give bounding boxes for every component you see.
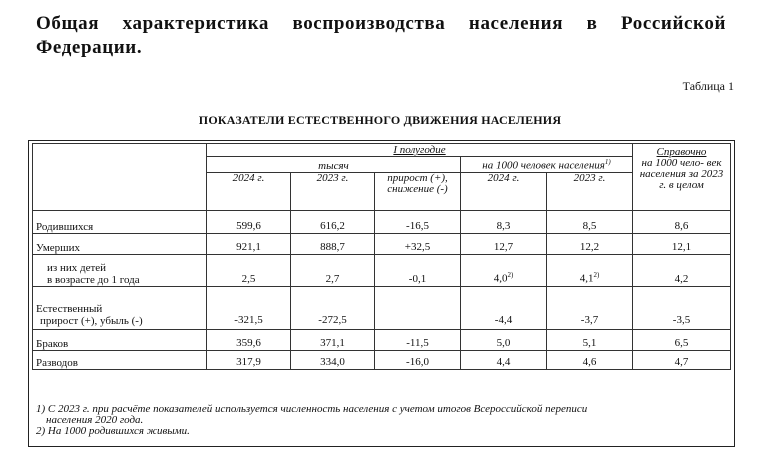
cell-deaths-2023: 888,7 [291, 233, 375, 254]
cell-infant-rate-2024 [461, 254, 547, 286]
document-title: Общая характеристика воспроизводства населения в Российской Федерации. [36, 13, 726, 58]
cell-marriages-2023: 371,1 [291, 329, 375, 350]
cell-marriages-rate-2023: 5,1 [547, 329, 633, 350]
header-col-rate-2024: 2024 г. [461, 172, 547, 210]
cell-infant-rate-2023 [547, 254, 633, 286]
cell-natural-2024: -321,5 [207, 286, 291, 329]
row-label-births: Родившихся [33, 210, 207, 233]
footnote-1: 1) С 2023 г. при расчёте показателей используется численность населения с учетом итогов Всероссийской переписи [36, 403, 588, 415]
cell-natural-rate-2024: -4,4 [461, 286, 547, 329]
cell-infant-rate-2024-value: 4,0 [493, 272, 508, 285]
header-reference-title: Справочно [656, 146, 707, 158]
cell-deaths-rate-2024: 12,7 [461, 233, 547, 254]
cell-marriages-rate-2024: 5,0 [461, 329, 547, 350]
header-col-rate-2023: 2023 г. [547, 172, 633, 210]
cell-divorces-2024: 317,9 [207, 350, 291, 369]
cell-births-rate-2023: 8,5 [547, 210, 633, 233]
row-label-natural-line1: Естественный [36, 302, 103, 315]
row-label-natural-line2: прирост (+), убыль (-) [40, 314, 143, 327]
cell-infant-ref: 4,2 [633, 254, 731, 286]
cell-natural-2023: -272,5 [291, 286, 375, 329]
header-half-year: I полугодие [207, 144, 633, 157]
cell-divorces-2023: 334,0 [291, 350, 375, 369]
table-row [33, 254, 731, 286]
header-reference [633, 144, 731, 211]
header-thousands: тысяч [207, 157, 461, 173]
cell-divorces-change: -16,0 [375, 350, 461, 369]
row-label-deaths: Умерших [33, 233, 207, 254]
cell-births-2024: 599,6 [207, 210, 291, 233]
header-col-2023: 2023 г. [291, 172, 375, 210]
header-col-2024: 2024 г. [207, 172, 291, 210]
cell-infant-rate-2023-value: 4,1 [579, 272, 594, 285]
header-per-1000-note: 1) [604, 158, 611, 166]
row-label-infant-deaths [33, 254, 207, 286]
cell-marriages-ref: 6,5 [633, 329, 731, 350]
cell-natural-change [375, 286, 461, 329]
cell-deaths-rate-2023: 12,2 [547, 233, 633, 254]
table-row [33, 329, 731, 350]
row-label-natural-increase [33, 286, 207, 329]
footnote-2: 2) На 1000 родившихся живыми. [36, 425, 190, 437]
cell-births-rate-2024: 8,3 [461, 210, 547, 233]
row-label-infant-line2: в возрасте до 1 года [47, 273, 140, 286]
cell-divorces-rate-2023: 4,6 [547, 350, 633, 369]
table-row [33, 350, 731, 369]
footnote-1-continued: населения 2020 года. [46, 414, 144, 426]
cell-deaths-ref: 12,1 [633, 233, 731, 254]
cell-births-2023: 616,2 [291, 210, 375, 233]
header-reference-sub: на 1000 чело- век населения за 2023 г. в целом [639, 157, 724, 191]
cell-deaths-2024: 921,1 [207, 233, 291, 254]
header-empty-cell [33, 144, 207, 211]
table-footnotes [36, 404, 726, 437]
cell-divorces-ref: 4,7 [633, 350, 731, 369]
cell-infant-change: -0,1 [375, 254, 461, 286]
table-row [33, 286, 731, 329]
header-per-1000 [461, 157, 633, 173]
cell-deaths-change: +32,5 [375, 233, 461, 254]
table-number-label: Таблица 1 [682, 79, 734, 93]
cell-natural-ref: -3,5 [633, 286, 731, 329]
cell-infant-2024: 2,5 [207, 254, 291, 286]
cell-marriages-2024: 359,6 [207, 329, 291, 350]
cell-infant-rate-2023-note: 2) [593, 271, 600, 279]
row-label-marriages: Браков [33, 329, 207, 350]
row-label-infant-line1: из них детей [47, 261, 107, 274]
population-movement-table [32, 143, 731, 370]
header-col-change: прирост (+), снижение (-) [375, 172, 461, 210]
table-row [33, 210, 731, 233]
cell-infant-2023: 2,7 [291, 254, 375, 286]
cell-natural-rate-2023: -3,7 [547, 286, 633, 329]
cell-divorces-rate-2024: 4,4 [461, 350, 547, 369]
table-row [33, 233, 731, 254]
cell-infant-rate-2024-note: 2) [507, 271, 514, 279]
header-per-1000-text: на 1000 человек населения [482, 159, 605, 172]
table-subtitle: ПОКАЗАТЕЛИ ЕСТЕСТВЕННОГО ДВИЖЕНИЯ НАСЕЛЕНИЯ [198, 113, 562, 127]
cell-marriages-change: -11,5 [375, 329, 461, 350]
cell-births-ref: 8,6 [633, 210, 731, 233]
cell-births-change: -16,5 [375, 210, 461, 233]
row-label-divorces: Разводов [33, 350, 207, 369]
